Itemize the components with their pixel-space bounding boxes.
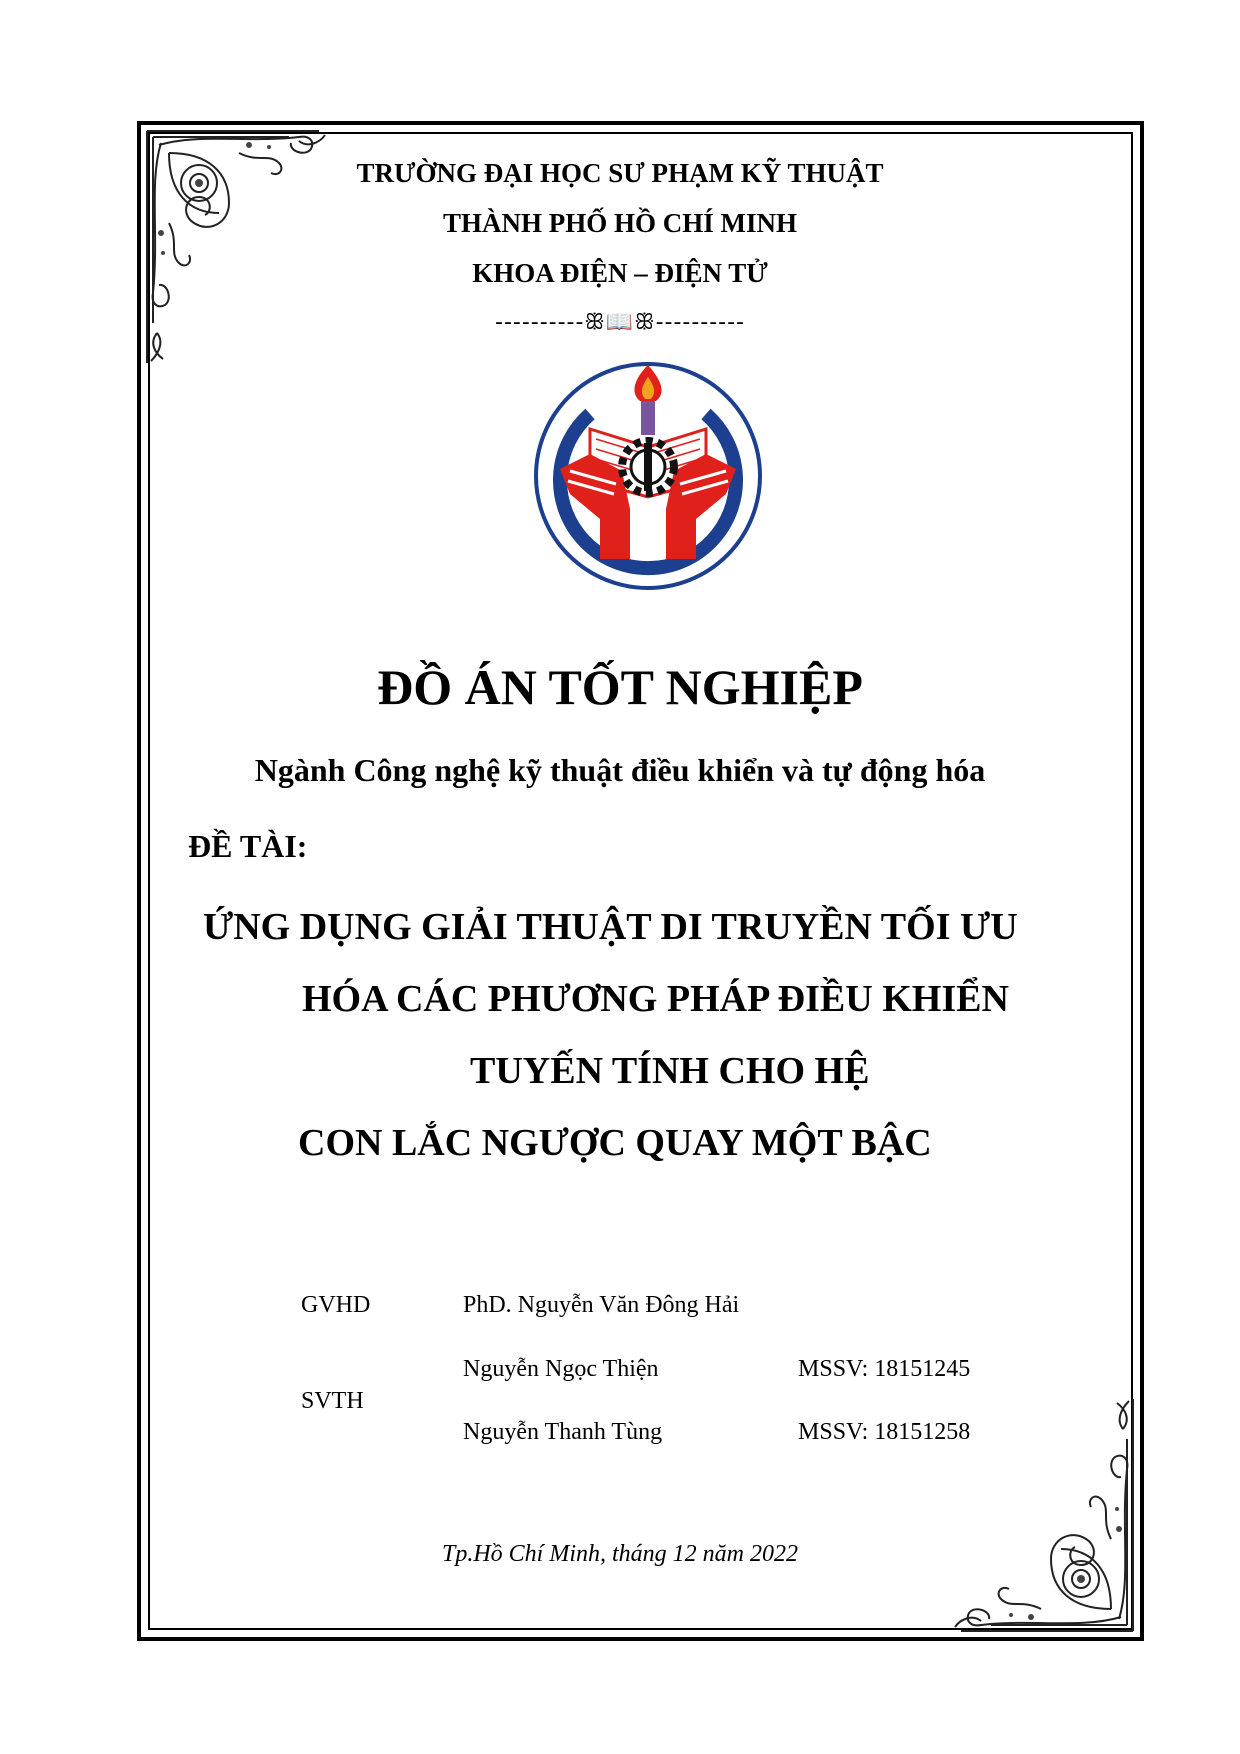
supervisor-label: GVHD (301, 1292, 371, 1318)
topic-label: ĐỀ TÀI: (188, 828, 308, 864)
thesis-title: ĐỒ ÁN TỐT NGHIỆP (377, 659, 863, 715)
students-label: SVTH (301, 1388, 364, 1414)
topic-line: HÓA CÁC PHƯƠNG PHÁP ĐIỀU KHIỂN (302, 978, 1009, 1020)
corner-ornament-icon (951, 1389, 1141, 1639)
topic-line: CON LẮC NGƯỢC QUAY MỘT BẬC (298, 1122, 932, 1164)
faculty-name: KHOA ĐIỆN – ĐIỆN TỬ (472, 258, 768, 288)
school-name-line1: TRƯỜNG ĐẠI HỌC SƯ PHẠM KỸ THUẬT (356, 158, 884, 188)
ornamental-divider: ----------ꕥ📖ꕥ---------- (495, 310, 745, 335)
place-date: Tp.Hồ Chí Minh, tháng 12 năm 2022 (441, 1541, 798, 1567)
topic-line: TUYẾN TÍNH CHO HỆ (470, 1050, 870, 1092)
student-name: Nguyễn Ngọc Thiện (463, 1356, 659, 1382)
school-name-line2: THÀNH PHỐ HỒ CHÍ MINH (442, 208, 797, 238)
university-logo-icon (530, 359, 766, 593)
major-name: Ngành Công nghệ kỹ thuật điều khiển và tự động hóa (254, 752, 986, 788)
student-name: Nguyễn Thanh Tùng (463, 1419, 663, 1445)
student-id: MSSV: 18151258 (798, 1419, 971, 1445)
student-id: MSSV: 18151245 (798, 1356, 971, 1382)
supervisor-name: PhD. Nguyễn Văn Đông Hải (463, 1292, 740, 1318)
topic-line: ỨNG DỤNG GIẢI THUẬT DI TRUYỀN TỐI ƯU (203, 906, 1018, 948)
